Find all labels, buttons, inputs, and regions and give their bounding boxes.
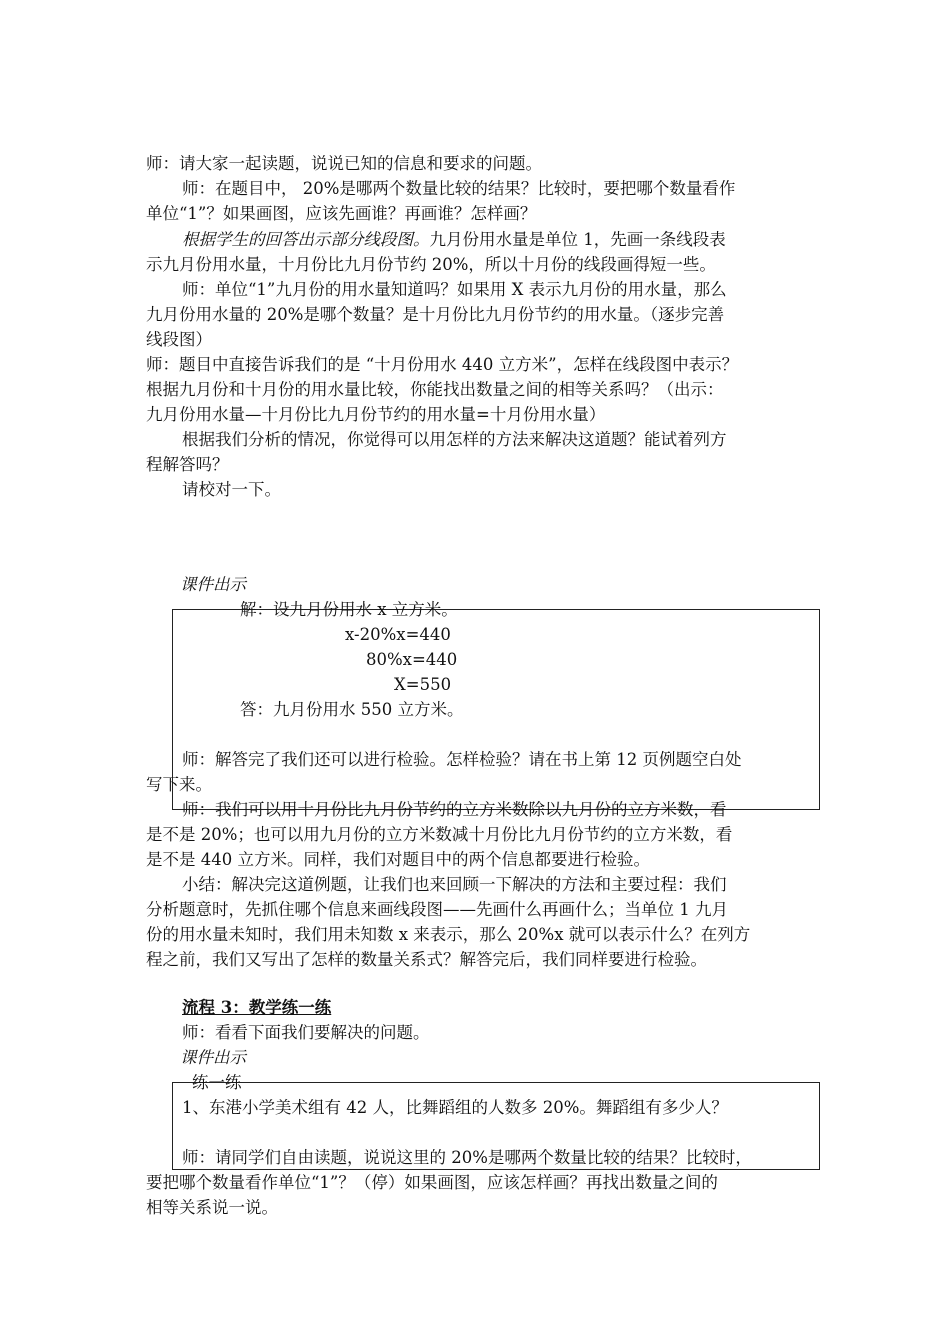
para-4-line-3: 线段图）: [146, 330, 212, 349]
practice-question-1: 1、东港小学美术组有 42 人，比舞蹈组的人数多 20%。舞蹈组有多少人？: [182, 1098, 728, 1117]
para-5-line-2: 根据九月份和十月份的用水量比较，你能找出数量之间的相等关系吗？（出示：: [146, 380, 724, 399]
para-6-line-1: 根据我们分析的情况，你觉得可以用怎样的方法来解决这道题？能试着列方: [182, 430, 727, 449]
teacher-prompt-line-1: 师：请同学们自由读题，说说这里的 20%是哪两个数量比较的结果？比较时，: [182, 1148, 752, 1167]
teacher-prompt-line-3: 相等关系说一说。: [146, 1198, 278, 1217]
solution-setup: 解：设九月份用水 x 立方米。: [240, 600, 458, 619]
equation-3: X=550: [394, 675, 452, 694]
para-1: 师：请大家一起读题，说说已知的信息和要求的问题。: [146, 154, 542, 173]
para-7: 请校对一下。: [182, 480, 281, 499]
process-3-intro: 师：看看下面我们要解决的问题。: [182, 1023, 430, 1042]
para-5-line-3: 九月份用水量—十月份比九月份节约的用水量=十月份用水量）: [146, 405, 606, 424]
courseware-label-2: 课件出示: [180, 1048, 246, 1067]
para-2-line-1: 师：在题目中， 20%是哪两个数量比较的结果？比较时，要把哪个数量看作: [182, 179, 736, 198]
check-line-5: 是不是 440 立方米。同样，我们对题目中的两个信息都要进行检验。: [146, 850, 650, 869]
equation-1: x-20%x=440: [345, 625, 451, 644]
summary-line-2: 分析题意时，先抓住哪个信息来画线段图——先画什么再画什么；当单位 1 九月: [146, 900, 728, 919]
check-line-3: 师：我们可以用十月份比九月份节约的立方米数除以九月份的立方米数，看: [182, 800, 727, 819]
para-3-line-2: 示九月份用水量，十月份比九月份节约 20%，所以十月份的线段画得短一些。: [146, 255, 716, 274]
equation-2: 80%x=440: [366, 650, 458, 669]
para-4-line-2: 九月份用水量的 20%是哪个数量？是十月份比九月份节约的用水量。（逐步完善: [146, 305, 725, 324]
teacher-prompt-line-2: 要把哪个数量看作单位“1”？（停）如果画图，应该怎样画？再找出数量之间的: [146, 1173, 718, 1192]
para-4-line-1: 师：单位“1”九月份的用水量知道吗？如果用 X 表示九月份的用水量，那么: [182, 280, 727, 299]
courseware-label-1: 课件出示: [180, 575, 246, 594]
para-3-line-1: [182, 228, 726, 252]
section-heading-process-3: 流程 3：教学练一练: [182, 998, 332, 1017]
summary-line-1: 小结：解决完这道例题，让我们也来回顾一下解决的方法和主要过程：我们: [182, 875, 727, 894]
practice-box-title: 练一练: [192, 1073, 242, 1092]
solution-answer: 答：九月份用水 550 立方米。: [240, 700, 464, 719]
check-line-2: 写下来。: [146, 775, 212, 794]
para-3-text: 九月份用水量是单位 1，先画一条线段表: [429, 230, 726, 249]
summary-line-4: 程之前，我们又写出了怎样的数量关系式？解答完后，我们同样要进行检验。: [146, 950, 707, 969]
summary-line-3: 份的用水量未知时，我们用未知数 x 来表示，那么 20%x 就可以表示什么？在列方: [146, 925, 751, 944]
para-6-line-2: 程解答吗？: [146, 455, 229, 474]
para-5-line-1: 师：题目中直接告诉我们的是 “十月份用水 440 立方米”，怎样在线段图中表示？: [146, 355, 739, 374]
check-line-4: 是不是 20%；也可以用九月份的立方米数减十月份比九月份节约的立方米数，看: [146, 825, 733, 844]
para-3-italic-note: 根据学生的回答出示部分线段图。: [182, 230, 430, 249]
check-line-1: 师：解答完了我们还可以进行检验。怎样检验？请在书上第 12 页例题空白处: [182, 750, 742, 769]
para-2-line-2: 单位“1”？如果画图，应该先画谁？再画谁？怎样画？: [146, 204, 537, 223]
